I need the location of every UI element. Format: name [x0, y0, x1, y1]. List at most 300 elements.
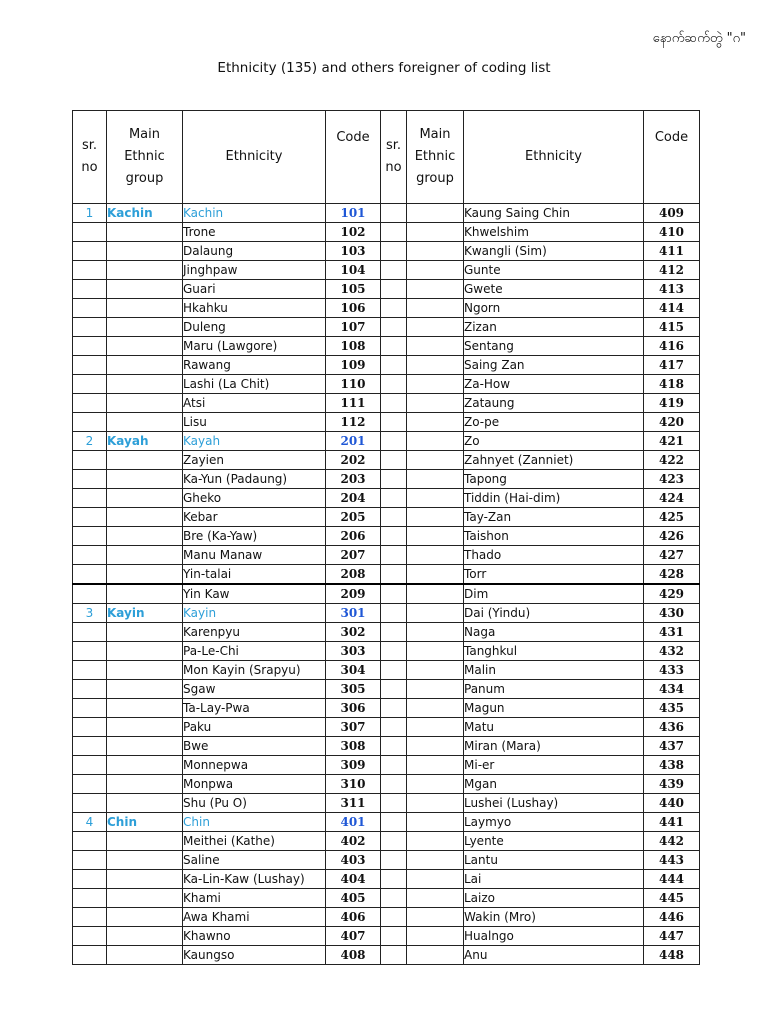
annex-label: နောက်ဆက်တွဲ "ဂ"	[652, 31, 746, 46]
ethnicity-cell: Bre (Ka-Yaw)	[183, 527, 326, 546]
code-cell-right: 413	[644, 280, 700, 299]
ethnicity-cell-right: Zo	[464, 432, 644, 451]
group-cell-right	[407, 584, 464, 604]
group-cell	[107, 737, 183, 756]
ethnicity-cell: Dalaung	[183, 242, 326, 261]
group-cell	[107, 794, 183, 813]
table-row	[73, 642, 700, 661]
ethnicity-cell: Hkahku	[183, 299, 326, 318]
ethnicity-cell: Awa Khami	[183, 908, 326, 927]
table-row	[73, 261, 700, 280]
table-row	[73, 737, 700, 756]
code-cell: 305	[326, 680, 381, 699]
sr-cell-right	[381, 527, 407, 546]
group-cell-right	[407, 299, 464, 318]
code-cell: 102	[326, 223, 381, 242]
group-cell	[107, 394, 183, 413]
sr-cell-right	[381, 699, 407, 718]
header-sr-no: sr. no	[73, 111, 107, 204]
header-code: Code	[326, 111, 381, 204]
ethnicity-cell-right: Malin	[464, 661, 644, 680]
group-cell-right	[407, 908, 464, 927]
code-cell-right: 410	[644, 223, 700, 242]
table-row	[73, 223, 700, 242]
group-cell-right	[407, 604, 464, 623]
sr-cell	[73, 680, 107, 699]
ethnicity-cell: Trone	[183, 223, 326, 242]
group-cell	[107, 470, 183, 489]
ethnicity-cell-right: Dai (Yindu)	[464, 604, 644, 623]
code-cell: 311	[326, 794, 381, 813]
ethnicity-cell: Saline	[183, 851, 326, 870]
code-cell: 207	[326, 546, 381, 565]
table-row	[73, 946, 700, 965]
code-cell-right: 425	[644, 508, 700, 527]
group-cell	[107, 661, 183, 680]
code-cell-right: 430	[644, 604, 700, 623]
header-main-group-right: Main Ethnic group	[407, 111, 464, 204]
code-cell: 101	[326, 204, 381, 223]
code-cell: 209	[326, 584, 381, 604]
sr-cell-right	[381, 451, 407, 470]
code-cell-right: 442	[644, 832, 700, 851]
code-cell: 310	[326, 775, 381, 794]
ethnicity-cell-right: Zataung	[464, 394, 644, 413]
table-row	[73, 508, 700, 527]
sr-cell-right	[381, 851, 407, 870]
table-row	[73, 375, 700, 394]
ethnicity-cell-right: Lyente	[464, 832, 644, 851]
ethnicity-code-table	[72, 110, 700, 965]
code-cell: 106	[326, 299, 381, 318]
group-cell-right	[407, 204, 464, 223]
sr-cell-right	[381, 927, 407, 946]
table-row	[73, 565, 700, 585]
code-cell-right: 441	[644, 813, 700, 832]
table-row	[73, 356, 700, 375]
group-cell	[107, 413, 183, 432]
group-cell	[107, 242, 183, 261]
code-cell-right: 412	[644, 261, 700, 280]
sr-cell-right	[381, 413, 407, 432]
group-cell	[107, 261, 183, 280]
ethnicity-cell-right: Torr	[464, 565, 644, 585]
sr-cell	[73, 946, 107, 965]
ethnicity-cell: Pa-Le-Chi	[183, 642, 326, 661]
table-header-row	[73, 111, 700, 204]
sr-cell-right	[381, 661, 407, 680]
code-cell: 306	[326, 699, 381, 718]
ethnicity-cell: Mon Kayin (Srapyu)	[183, 661, 326, 680]
group-cell	[107, 451, 183, 470]
group-cell	[107, 680, 183, 699]
sr-cell	[73, 470, 107, 489]
ethnicity-cell-right: Wakin (Mro)	[464, 908, 644, 927]
ethnicity-cell: Karenpyu	[183, 623, 326, 642]
group-cell	[107, 832, 183, 851]
sr-cell	[73, 413, 107, 432]
code-cell: 408	[326, 946, 381, 965]
ethnicity-cell-right: Za-How	[464, 375, 644, 394]
code-cell-right: 447	[644, 927, 700, 946]
code-cell-right: 414	[644, 299, 700, 318]
group-cell: Kachin	[107, 204, 183, 223]
ethnicity-cell: Guari	[183, 280, 326, 299]
sr-cell-right	[381, 318, 407, 337]
sr-cell	[73, 794, 107, 813]
ethnicity-cell-right: Mi-er	[464, 756, 644, 775]
sr-cell	[73, 299, 107, 318]
group-cell-right	[407, 946, 464, 965]
group-cell-right	[407, 775, 464, 794]
code-cell-right: 438	[644, 756, 700, 775]
table-row	[73, 470, 700, 489]
group-cell	[107, 337, 183, 356]
sr-cell-right	[381, 718, 407, 737]
sr-cell	[73, 908, 107, 927]
ethnicity-cell-right: Laizo	[464, 889, 644, 908]
sr-cell	[73, 223, 107, 242]
group-cell-right	[407, 927, 464, 946]
ethnicity-cell: Manu Manaw	[183, 546, 326, 565]
code-cell-right: 427	[644, 546, 700, 565]
sr-cell: 3	[73, 604, 107, 623]
sr-cell	[73, 375, 107, 394]
code-cell-right: 409	[644, 204, 700, 223]
group-cell-right	[407, 565, 464, 585]
sr-cell	[73, 927, 107, 946]
code-cell: 107	[326, 318, 381, 337]
code-cell-right: 446	[644, 908, 700, 927]
code-cell-right: 418	[644, 375, 700, 394]
ethnicity-cell-right: Lantu	[464, 851, 644, 870]
code-cell-right: 433	[644, 661, 700, 680]
group-cell-right	[407, 527, 464, 546]
code-cell: 308	[326, 737, 381, 756]
group-cell	[107, 565, 183, 585]
code-cell-right: 443	[644, 851, 700, 870]
code-cell-right: 421	[644, 432, 700, 451]
table-row	[73, 908, 700, 927]
sr-cell-right	[381, 470, 407, 489]
table-row	[73, 299, 700, 318]
ethnicity-cell: Khawno	[183, 927, 326, 946]
code-cell: 103	[326, 242, 381, 261]
code-cell: 201	[326, 432, 381, 451]
ethnicity-cell: Monnepwa	[183, 756, 326, 775]
sr-cell-right	[381, 394, 407, 413]
sr-cell	[73, 775, 107, 794]
sr-cell: 2	[73, 432, 107, 451]
ethnicity-cell-right: Saing Zan	[464, 356, 644, 375]
code-cell: 110	[326, 375, 381, 394]
ethnicity-cell-right: Dim	[464, 584, 644, 604]
code-cell: 405	[326, 889, 381, 908]
sr-cell-right	[381, 565, 407, 585]
sr-cell	[73, 451, 107, 470]
code-cell: 104	[326, 261, 381, 280]
sr-cell-right	[381, 242, 407, 261]
table-row	[73, 584, 700, 604]
table-row	[73, 661, 700, 680]
sr-cell-right	[381, 432, 407, 451]
table-row	[73, 680, 700, 699]
ethnicity-cell: Ka-Yun (Padaung)	[183, 470, 326, 489]
code-cell: 302	[326, 623, 381, 642]
sr-cell-right	[381, 775, 407, 794]
ethnicity-cell-right: Lushei (Lushay)	[464, 794, 644, 813]
sr-cell-right	[381, 356, 407, 375]
group-cell-right	[407, 470, 464, 489]
header-code-right: Code	[644, 111, 700, 204]
ethnicity-cell-right: Miran (Mara)	[464, 737, 644, 756]
sr-cell	[73, 508, 107, 527]
group-cell-right	[407, 718, 464, 737]
sr-cell: 1	[73, 204, 107, 223]
group-cell-right	[407, 546, 464, 565]
sr-cell-right	[381, 623, 407, 642]
code-cell-right: 432	[644, 642, 700, 661]
code-cell: 406	[326, 908, 381, 927]
code-cell: 108	[326, 337, 381, 356]
ethnicity-cell-right: Kaung Saing Chin	[464, 204, 644, 223]
sr-cell-right	[381, 889, 407, 908]
ethnicity-cell-right: Zahnyet (Zanniet)	[464, 451, 644, 470]
code-cell: 111	[326, 394, 381, 413]
ethnicity-cell-right: Hualngo	[464, 927, 644, 946]
sr-cell	[73, 394, 107, 413]
sr-cell	[73, 870, 107, 889]
sr-cell	[73, 318, 107, 337]
ethnicity-cell: Yin-talai	[183, 565, 326, 585]
group-cell	[107, 527, 183, 546]
code-cell-right: 424	[644, 489, 700, 508]
ethnicity-cell-right: Matu	[464, 718, 644, 737]
code-cell-right: 437	[644, 737, 700, 756]
sr-cell-right	[381, 870, 407, 889]
ethnicity-cell: Shu (Pu O)	[183, 794, 326, 813]
page-title: Ethnicity (135) and others foreigner of coding list	[217, 60, 551, 76]
table-row	[73, 204, 700, 223]
group-cell-right	[407, 661, 464, 680]
ethnicity-cell: Gheko	[183, 489, 326, 508]
group-cell-right	[407, 223, 464, 242]
group-cell-right	[407, 394, 464, 413]
sr-cell-right	[381, 946, 407, 965]
ethnicity-cell: Jinghpaw	[183, 261, 326, 280]
ethnicity-cell: Monpwa	[183, 775, 326, 794]
ethnicity-cell: Bwe	[183, 737, 326, 756]
table-row	[73, 870, 700, 889]
table-row	[73, 699, 700, 718]
sr-cell-right	[381, 737, 407, 756]
code-cell-right: 435	[644, 699, 700, 718]
group-cell	[107, 908, 183, 927]
ethnicity-cell-right: Lai	[464, 870, 644, 889]
sr-cell	[73, 242, 107, 261]
code-cell-right: 417	[644, 356, 700, 375]
code-cell-right: 431	[644, 623, 700, 642]
ethnicity-cell: Kayin	[183, 604, 326, 623]
sr-cell	[73, 718, 107, 737]
table-row	[73, 451, 700, 470]
code-cell: 105	[326, 280, 381, 299]
table-row	[73, 413, 700, 432]
group-cell-right	[407, 356, 464, 375]
group-cell-right	[407, 699, 464, 718]
group-cell-right	[407, 832, 464, 851]
code-cell-right: 416	[644, 337, 700, 356]
code-cell: 208	[326, 565, 381, 585]
ethnicity-cell-right: Tiddin (Hai-dim)	[464, 489, 644, 508]
code-cell: 407	[326, 927, 381, 946]
ethnicity-cell-right: Kwangli (Sim)	[464, 242, 644, 261]
ethnicity-cell: Zayien	[183, 451, 326, 470]
group-cell-right	[407, 642, 464, 661]
sr-cell	[73, 699, 107, 718]
code-cell-right: 445	[644, 889, 700, 908]
ethnicity-cell: Maru (Lawgore)	[183, 337, 326, 356]
sr-cell	[73, 737, 107, 756]
ethnicity-cell-right: Anu	[464, 946, 644, 965]
table-row	[73, 432, 700, 451]
group-cell-right	[407, 889, 464, 908]
group-cell: Kayah	[107, 432, 183, 451]
ethnicity-cell-right: Sentang	[464, 337, 644, 356]
ethnicity-cell: Yin Kaw	[183, 584, 326, 604]
group-cell	[107, 223, 183, 242]
sr-cell-right	[381, 546, 407, 565]
group-cell-right	[407, 489, 464, 508]
ethnicity-cell-right: Ngorn	[464, 299, 644, 318]
group-cell	[107, 946, 183, 965]
table-row	[73, 832, 700, 851]
table-row	[73, 718, 700, 737]
code-cell: 309	[326, 756, 381, 775]
sr-cell-right	[381, 489, 407, 508]
group-cell	[107, 375, 183, 394]
ethnicity-cell-right: Magun	[464, 699, 644, 718]
group-cell	[107, 299, 183, 318]
sr-cell	[73, 489, 107, 508]
sr-cell	[73, 584, 107, 604]
group-cell: Kayin	[107, 604, 183, 623]
sr-cell	[73, 527, 107, 546]
sr-cell-right	[381, 756, 407, 775]
group-cell-right	[407, 756, 464, 775]
ethnicity-cell-right: Zizan	[464, 318, 644, 337]
ethnicity-cell-right: Gunte	[464, 261, 644, 280]
sr-cell	[73, 642, 107, 661]
group-cell	[107, 489, 183, 508]
sr-cell-right	[381, 642, 407, 661]
ethnicity-cell-right: Khwelshim	[464, 223, 644, 242]
group-cell	[107, 584, 183, 604]
code-cell-right: 429	[644, 584, 700, 604]
ethnicity-cell: Rawang	[183, 356, 326, 375]
group-cell-right	[407, 813, 464, 832]
ethnicity-cell-right: Zo-pe	[464, 413, 644, 432]
sr-cell	[73, 661, 107, 680]
group-cell	[107, 927, 183, 946]
group-cell-right	[407, 451, 464, 470]
code-cell: 401	[326, 813, 381, 832]
code-cell-right: 439	[644, 775, 700, 794]
group-cell	[107, 318, 183, 337]
sr-cell	[73, 261, 107, 280]
table-row	[73, 775, 700, 794]
header-ethnicity-right: Ethnicity	[464, 111, 644, 204]
ethnicity-cell: Lisu	[183, 413, 326, 432]
code-cell-right: 448	[644, 946, 700, 965]
ethnicity-cell: Ka-Lin-Kaw (Lushay)	[183, 870, 326, 889]
sr-cell	[73, 280, 107, 299]
header-main-group: Main Ethnic group	[107, 111, 183, 204]
sr-cell: 4	[73, 813, 107, 832]
group-cell	[107, 718, 183, 737]
group-cell	[107, 870, 183, 889]
code-cell-right: 420	[644, 413, 700, 432]
group-cell	[107, 756, 183, 775]
ethnicity-cell-right: Tay-Zan	[464, 508, 644, 527]
group-cell	[107, 546, 183, 565]
code-cell-right: 415	[644, 318, 700, 337]
sr-cell-right	[381, 204, 407, 223]
group-cell-right	[407, 870, 464, 889]
group-cell	[107, 889, 183, 908]
table-row	[73, 546, 700, 565]
group-cell-right	[407, 261, 464, 280]
table-row	[73, 623, 700, 642]
table-row	[73, 851, 700, 870]
group-cell-right	[407, 623, 464, 642]
code-cell: 205	[326, 508, 381, 527]
sr-cell-right	[381, 508, 407, 527]
code-cell-right: 411	[644, 242, 700, 261]
ethnicity-cell-right: Tanghkul	[464, 642, 644, 661]
sr-cell-right	[381, 832, 407, 851]
group-cell-right	[407, 318, 464, 337]
sr-cell-right	[381, 584, 407, 604]
ethnicity-cell: Atsi	[183, 394, 326, 413]
sr-cell-right	[381, 794, 407, 813]
table-row	[73, 280, 700, 299]
table-body	[73, 204, 700, 965]
table-row	[73, 489, 700, 508]
sr-cell-right	[381, 680, 407, 699]
code-cell-right: 426	[644, 527, 700, 546]
code-cell: 203	[326, 470, 381, 489]
sr-cell	[73, 337, 107, 356]
ethnicity-cell: Sgaw	[183, 680, 326, 699]
group-cell-right	[407, 375, 464, 394]
table-row	[73, 794, 700, 813]
code-cell-right: 444	[644, 870, 700, 889]
sr-cell	[73, 356, 107, 375]
code-cell: 303	[326, 642, 381, 661]
group-cell-right	[407, 242, 464, 261]
table-row	[73, 889, 700, 908]
group-cell	[107, 775, 183, 794]
group-cell	[107, 699, 183, 718]
table-row	[73, 756, 700, 775]
sr-cell-right	[381, 280, 407, 299]
code-cell-right: 422	[644, 451, 700, 470]
group-cell-right	[407, 680, 464, 699]
group-cell-right	[407, 280, 464, 299]
code-cell: 307	[326, 718, 381, 737]
sr-cell	[73, 851, 107, 870]
